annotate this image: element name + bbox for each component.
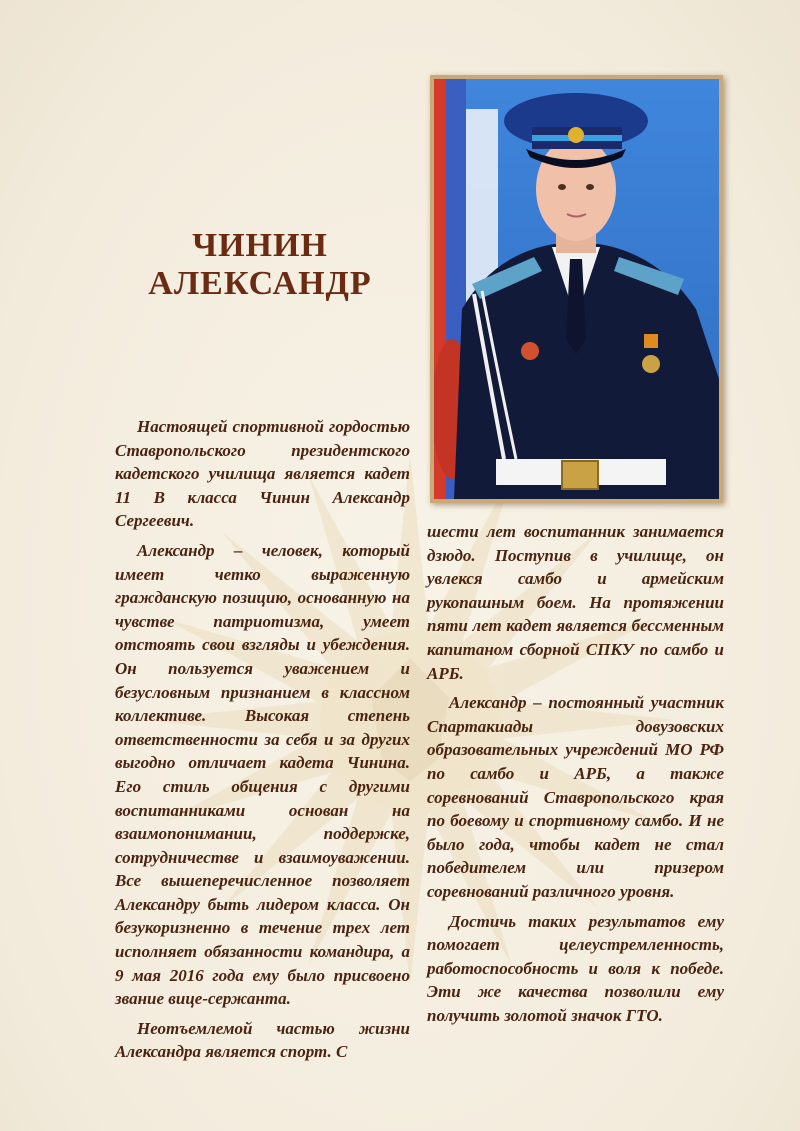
- paragraph-character: Александр – человек, который имеет четко выраженную гражданскую позицию, основанную на чувстве патриотизма, умеет отстоять свои взгляды и убеждения. Он пользуется уважением и безусловным признанием в классном коллективе. Высокая степень ответственности за себя и за других выгодно отличает кадета Чинина. Его стиль общения с другими воспитанниками основан на взаимопонимании, поддержке, сотрудничестве и взаимоуважении. Все вышеперечисленное позволяет Александру быть лидером класса. Он безукоризненно в течение трех лет исполняет обязанности командира, а 9 мая 2016 года ему было присвоено звание вице-сержанта.: [115, 540, 410, 1009]
- cadet-portrait-image: [434, 79, 719, 499]
- cadet-photo: [434, 79, 719, 499]
- paragraph-achievements: Достичь таких результатов ему помогает целеустремленность, работоспособность и воля к победе. Эти же качества позволили ему получить золотой значок ГТО.: [427, 911, 724, 1025]
- paragraph-sport-continued: шести лет воспитанник занимается дзюдо. Поступив в училище, он увлекся самбо и армейским рукопашным боем. На протяжении пяти лет кадет является бессменным капитаном сборной СПКУ по самбо и АРБ.: [427, 522, 724, 683]
- photo-frame: [430, 75, 723, 503]
- title-first-name: АЛЕКСАНДР: [148, 265, 372, 302]
- paragraph-competitions: Александр – постоянный участник Спартакиады довузовских образовательных учреждений МО РФ по самбо и АРБ, а также соревнований Ставропольского края по боевому и спортивному самбо. И не было года, чтобы кадет не стал победителем или призером соревнований различного уровня.: [427, 693, 724, 901]
- title-surname: ЧИНИН: [192, 227, 328, 264]
- paragraph-sport-start: Неотъемлемой частью жизни Александра является спорт. С: [115, 1018, 410, 1062]
- left-text-column: [115, 415, 410, 1064]
- right-text-column: [427, 520, 724, 1027]
- paragraph-intro: Настоящей спортивной гордостью Ставропольского президентского кадетского училища является кадет 11 В класса Чинин Александр Сергеевич.: [115, 417, 410, 531]
